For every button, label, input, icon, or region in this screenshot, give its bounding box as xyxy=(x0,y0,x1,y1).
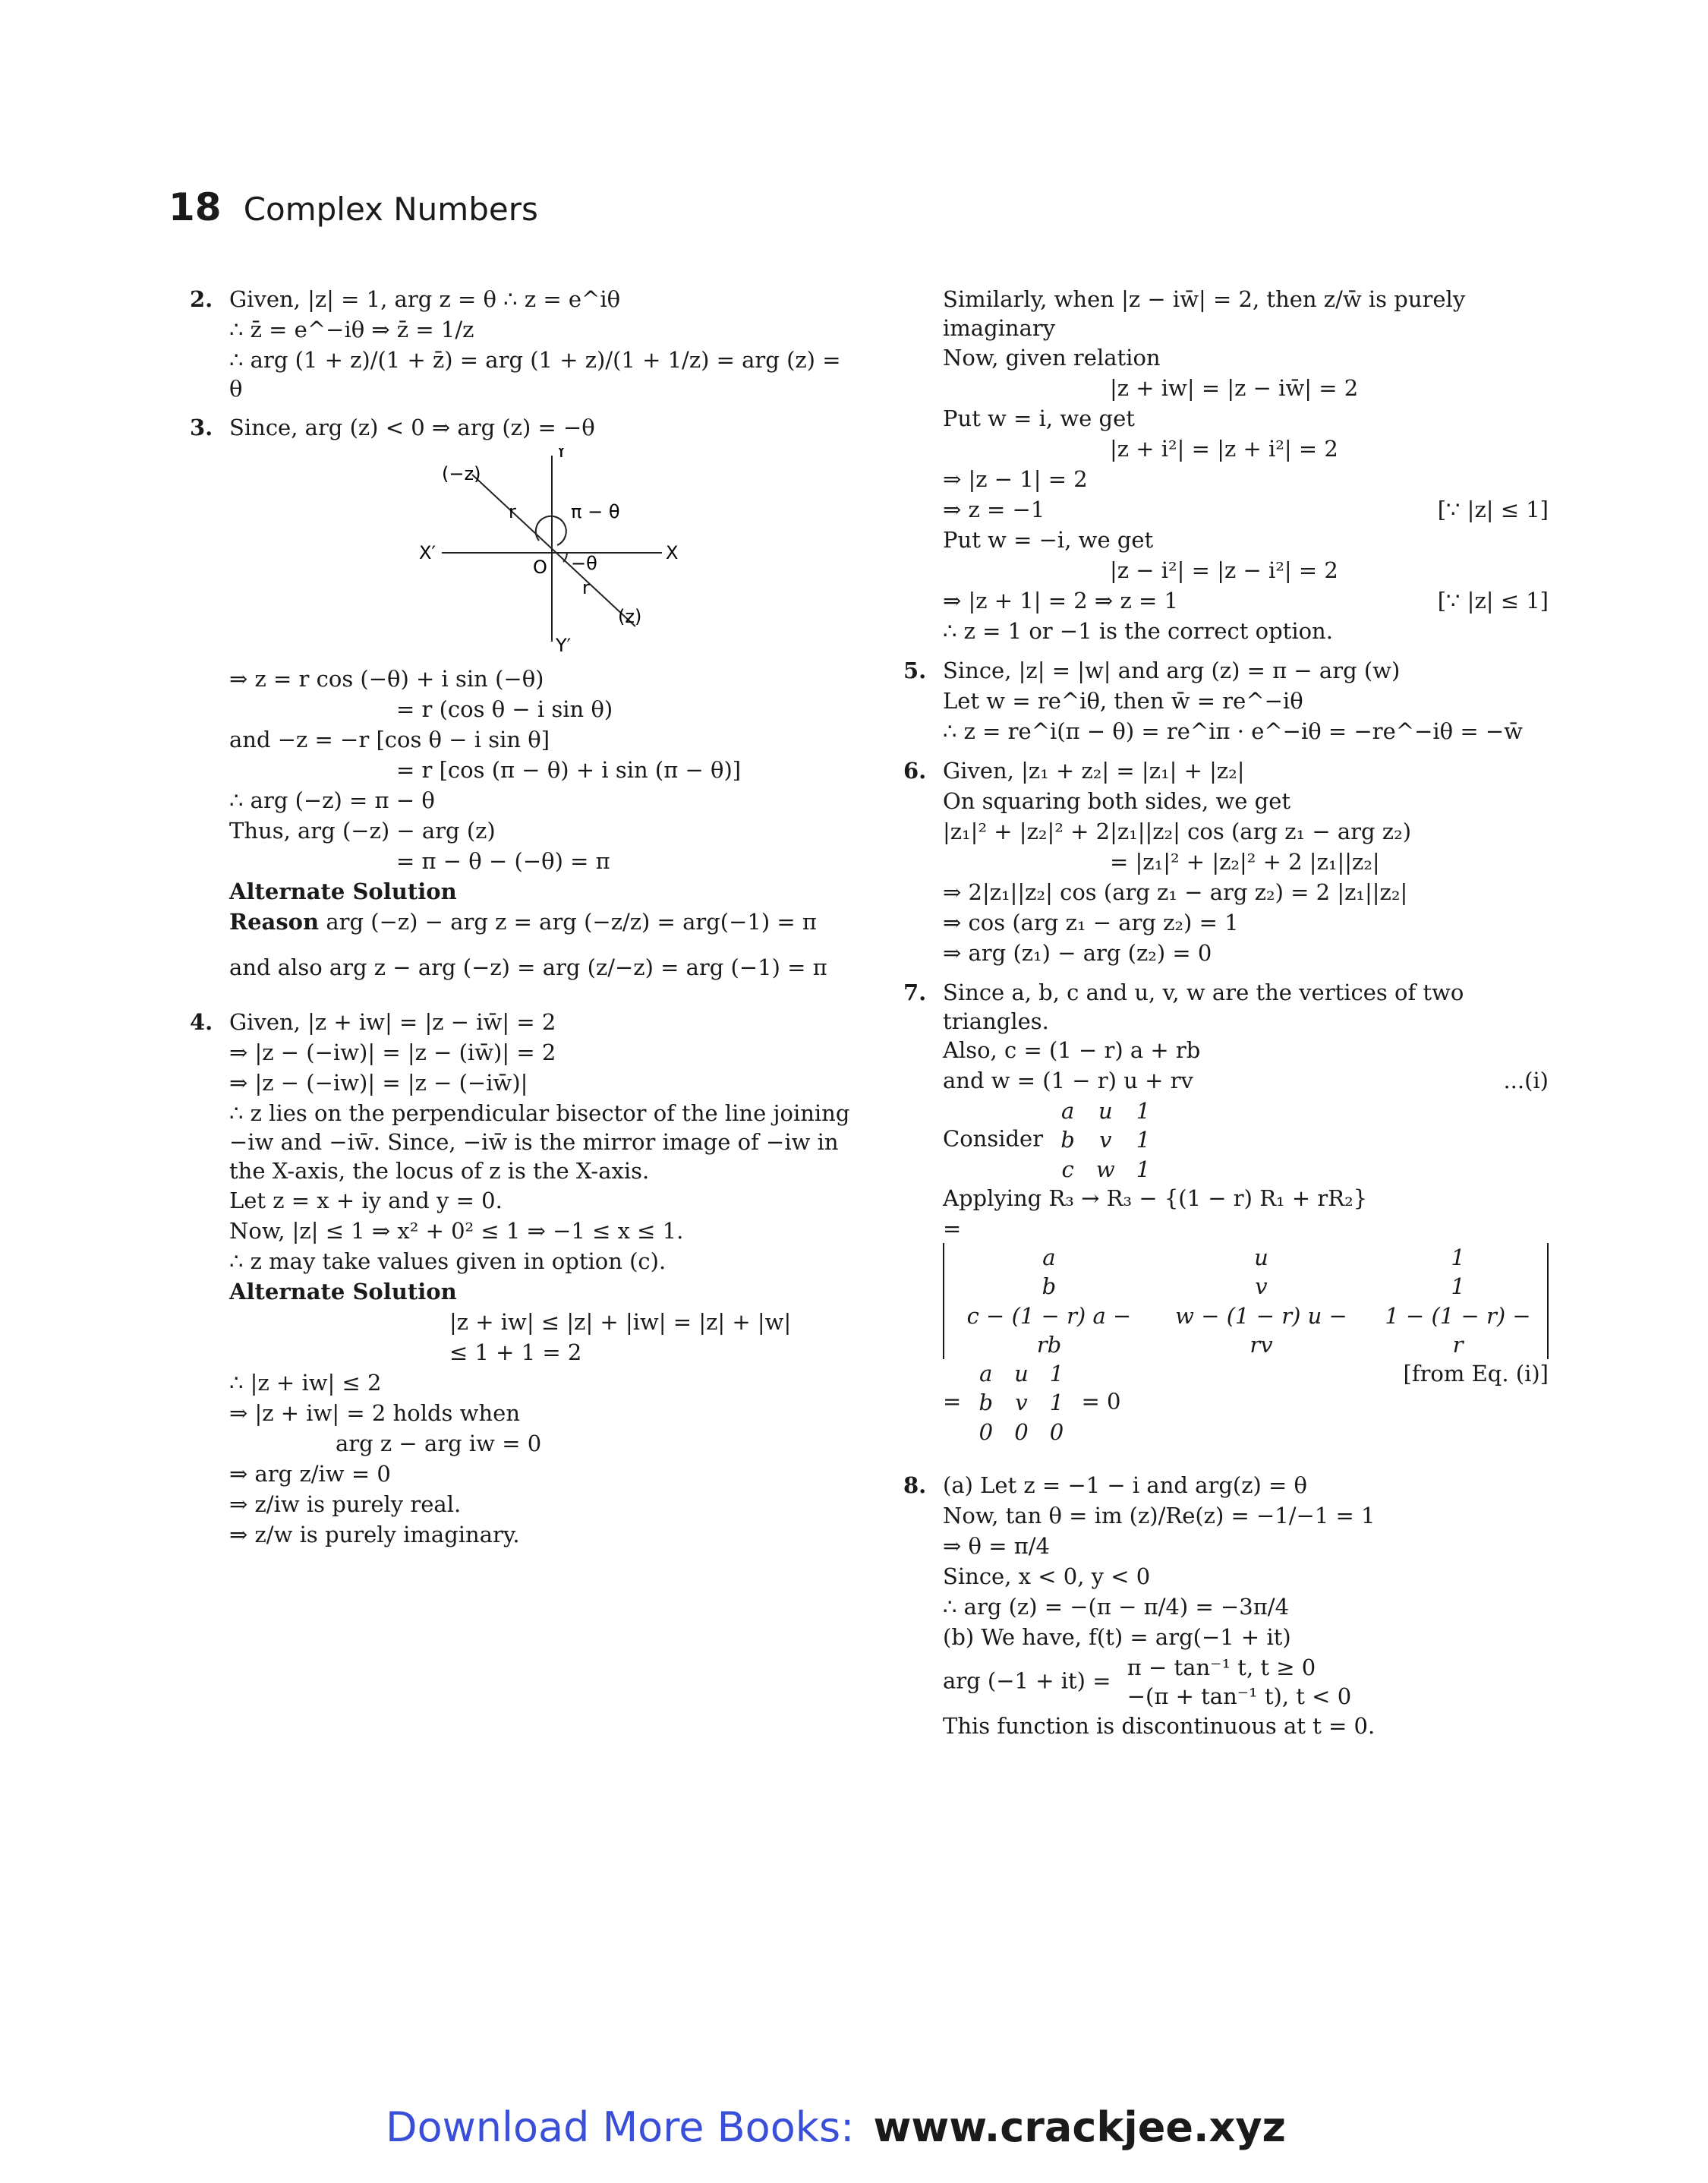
matrix-cell: a xyxy=(979,1361,993,1387)
matrix-cell: v xyxy=(1015,1390,1028,1416)
solution-line: |z₁|² + |z₂|² + 2|z₁||z₂| cos (arg z₁ − arg z₂) xyxy=(943,818,1412,844)
matrix-cell: a xyxy=(1060,1098,1075,1125)
label-y-prime: Y′ xyxy=(556,634,572,653)
solution-line: ⇒ z/iw is purely real. xyxy=(229,1491,462,1517)
angle-arc-small xyxy=(563,553,567,562)
solution-line: ∴ z may take values given in option (c). xyxy=(229,1248,666,1274)
angle-arc xyxy=(536,516,566,544)
solution-line: Thus, arg (−z) − arg (z) xyxy=(229,817,496,844)
solution-line: ⇒ 2|z₁||z₂| cos (arg z₁ − arg z₂) = 2 |z₁||z₂| xyxy=(943,879,1408,905)
solution-line: ⇒ z = −1 xyxy=(943,496,1045,522)
solution-line: On squaring both sides, we get xyxy=(943,787,1291,814)
solution-8 xyxy=(903,1471,1549,1742)
label-minus-theta: −θ xyxy=(571,552,597,574)
consider-label: Consider xyxy=(943,1125,1044,1152)
label-pi-minus-theta: π − θ xyxy=(571,500,620,522)
solution-line: Since a, b, c and u, v, w are the vertices of two triangles. xyxy=(943,979,1464,1034)
label-r-upper: r xyxy=(509,500,516,522)
solution-line: Given, |z₁ + z₂| = |z₁| + |z₂| xyxy=(943,757,1245,784)
question-number: 7. xyxy=(903,979,927,1005)
solution-line: |z − i²| = |z − i²| = 2 xyxy=(1110,557,1338,583)
label-x: X xyxy=(666,541,679,563)
matrix-cell: 0 xyxy=(1014,1418,1029,1445)
solution-3 xyxy=(190,413,858,983)
chapter-title: Complex Numbers xyxy=(243,191,538,228)
determinant-3 xyxy=(969,1359,1075,1446)
question-number: 5. xyxy=(903,657,927,683)
solution-line: Let z = x + iy and y = 0. xyxy=(229,1187,503,1213)
question-number: 8. xyxy=(903,1472,927,1498)
condition-note: [∵ |z| ≤ 1] xyxy=(1437,587,1549,614)
solution-paragraph: Similarly, when |z − iw̄| = 2, then z/w̄ is purely imaginary xyxy=(943,286,1466,342)
solution-line: ⇒ θ = π/4 xyxy=(943,1532,1050,1559)
solution-line: ⇒ z = r cos (−θ) + i sin (−θ) xyxy=(229,665,544,692)
label-minus-z: (−z) xyxy=(442,462,481,484)
equation-reference: [from Eq. (i)] xyxy=(1403,1361,1549,1387)
solution-line: Now, given relation xyxy=(943,344,1161,371)
matrix-cell: b xyxy=(978,1390,994,1416)
website-link[interactable]: www.crackjee.xyz xyxy=(873,2103,1286,2151)
solution-line: and also arg z − arg (−z) = arg (z/−z) = arg (−1) = π xyxy=(229,954,827,980)
solution-line: Given, |z + iw| = |z − iw̄| = 2 xyxy=(229,1008,556,1035)
solution-5 xyxy=(903,656,1549,747)
matrix-cell: 1 xyxy=(1451,1273,1465,1300)
matrix-cell: w xyxy=(1095,1156,1115,1182)
solution-line: Now, tan θ = im (z)/Re(z) = −1/−1 = 1 xyxy=(943,1502,1376,1528)
label-z: (z) xyxy=(618,605,642,627)
solution-line: = r (cos θ − i sin θ) xyxy=(396,696,613,722)
left-column xyxy=(190,285,858,1560)
solution-line: (b) We have, f(t) = arg(−1 + it) xyxy=(943,1623,1291,1650)
label-y: Y xyxy=(556,447,567,462)
matrix-cell: b xyxy=(1060,1127,1075,1153)
matrix-cell: 1 xyxy=(1451,1244,1465,1271)
solution-line: ⇒ |z + 1| = 2 ⇒ z = 1 xyxy=(943,587,1178,614)
solution-line: Put w = −i, we get xyxy=(943,526,1154,553)
determinant-2 xyxy=(943,1243,1549,1359)
solution-line: ∴ z̄ = e^−iθ ⇒ z̄ = 1/z xyxy=(229,317,474,342)
solution-line: ⇒ |z − (−iw)| = |z − (iw̄)| = 2 xyxy=(229,1039,556,1065)
matrix-cell: c xyxy=(1061,1156,1074,1182)
matrix-cell: u xyxy=(1098,1098,1113,1125)
solution-line: arg (−1 + it) = xyxy=(943,1667,1111,1694)
matrix-cell: u xyxy=(1254,1244,1268,1271)
solution-line: = π − θ − (−θ) = π xyxy=(396,847,610,874)
solution-line: and w = (1 − r) u + rv xyxy=(943,1068,1193,1094)
solution-line: Now, |z| ≤ 1 ⇒ x² + 0² ≤ 1 ⇒ −1 ≤ x ≤ 1. xyxy=(229,1217,684,1244)
right-column xyxy=(903,285,1549,1751)
solution-line: Since, |z| = |w| and arg (z) = π − arg (w) xyxy=(943,657,1401,683)
solution-line: (a) Let z = −1 − i and arg(z) = θ xyxy=(943,1472,1307,1498)
matrix-cell: 0 xyxy=(1049,1418,1064,1445)
solution-line: ∴ arg (1 + z)/(1 + z̄) = arg (1 + z)/(1 + 1/z) = arg (z) = θ xyxy=(229,347,841,402)
solution-4 xyxy=(190,1008,858,1550)
solution-line: ≤ 1 + 1 = 2 xyxy=(449,1339,582,1365)
label-origin: O xyxy=(533,556,547,578)
matrix-cell: 1 xyxy=(1136,1098,1151,1125)
solution-line: Also, c = (1 − r) a + rb xyxy=(943,1037,1201,1064)
solution-line: ⇒ |z + iw| = 2 holds when xyxy=(229,1399,520,1426)
solution-line: |z + iw| = |z − iw̄| = 2 xyxy=(1110,374,1359,401)
solution-line: |z + iw| ≤ |z| + |iw| = |z| + |w| xyxy=(449,1308,792,1335)
solution-line: ⇒ arg z/iw = 0 xyxy=(229,1460,391,1487)
solution-line: Applying R₃ → R₃ − {(1 − r) R₁ + rR₂} xyxy=(943,1185,1368,1211)
case-line: π − tan⁻¹ t, t ≥ 0 xyxy=(1127,1654,1316,1680)
alternate-solution-heading: Alternate Solution xyxy=(229,878,457,904)
equation-tag: ...(i) xyxy=(1503,1068,1549,1094)
matrix-cell: 1 xyxy=(1136,1127,1151,1153)
matrix-cell: v xyxy=(1255,1273,1268,1300)
matrix-cell: 0 xyxy=(978,1418,994,1445)
solution-line: Let w = re^iθ, then w̄ = re^−iθ xyxy=(943,687,1303,714)
solution-line: = 0 xyxy=(1081,1388,1121,1415)
solution-line: ⇒ cos (arg z₁ − arg z₂) = 1 xyxy=(943,909,1239,935)
download-label: Download More Books: xyxy=(386,2103,855,2151)
matrix-cell: a xyxy=(1042,1244,1056,1271)
solution-line: Put w = i, we get xyxy=(943,405,1135,431)
solution-line: ⇒ arg (z₁) − arg (z₂) = 0 xyxy=(943,939,1212,966)
solution-paragraph: ∴ z lies on the perpendicular bisector of the line joining −iw and −iw̄. Since, −iw̄ is the mirror image of −iw in the X-axis, the locus of z is the X-axis. xyxy=(229,1099,850,1185)
matrix-cell: c − (1 − r) a − rb xyxy=(966,1302,1132,1358)
solution-line: ∴ z = 1 or −1 is the correct option. xyxy=(943,617,1333,644)
label-r-lower: r xyxy=(582,576,590,598)
radius-line xyxy=(472,475,635,626)
solution-2 xyxy=(190,285,858,404)
solution-line: Since, arg (z) < 0 ⇒ arg (z) = −θ xyxy=(229,414,595,440)
condition-note: [∵ |z| ≤ 1] xyxy=(1437,496,1549,522)
solution-line: Since, x < 0, y < 0 xyxy=(943,1563,1151,1589)
label-x-prime: X′ xyxy=(419,541,436,563)
solution-line: = |z₁|² + |z₂|² + 2 |z₁||z₂| xyxy=(1110,848,1380,875)
piecewise-cases xyxy=(1123,1653,1356,1711)
question-number: 3. xyxy=(190,414,213,440)
argand-diagram xyxy=(419,448,692,653)
case-line: −(π + tan⁻¹ t), t < 0 xyxy=(1127,1683,1352,1710)
alternate-solution-heading: Alternate Solution xyxy=(229,1278,457,1304)
solution-line: = r [cos (π − θ) + i sin (π − θ)] xyxy=(396,756,742,783)
solution-line: This function is discontinuous at t = 0. xyxy=(943,1712,1376,1739)
page-number: 18 xyxy=(169,185,222,229)
matrix-cell: b xyxy=(1042,1273,1057,1300)
solution-line: ⇒ |z − 1| = 2 xyxy=(943,465,1088,492)
matrix-cell: u xyxy=(1014,1361,1029,1387)
solution-line: ∴ z = re^i(π − θ) = re^iπ · e^−iθ = −re^−iθ = −w̄ xyxy=(943,718,1523,744)
solution-6 xyxy=(903,756,1549,969)
solution-line: ⇒ |z − (−iw)| = |z − (−iw̄)| xyxy=(229,1069,528,1096)
solution-line: ∴ |z + iw| ≤ 2 xyxy=(229,1369,382,1396)
matrix-cell: 1 − (1 − r) − r xyxy=(1385,1302,1531,1358)
solution-line: and −z = −r [cos θ − i sin θ] xyxy=(229,726,550,752)
solution-line: arg z − arg iw = 0 xyxy=(336,1430,542,1456)
solution-line: ∴ arg (−z) = π − θ xyxy=(229,787,435,813)
matrix-cell: 1 xyxy=(1136,1156,1151,1182)
matrix-cell: v xyxy=(1099,1127,1112,1153)
solution-line: ∴ arg (z) = −(π − π/4) = −3π/4 xyxy=(943,1593,1290,1620)
matrix-cell: 1 xyxy=(1049,1361,1064,1387)
solution-4-continued xyxy=(903,285,1549,647)
question-number: 6. xyxy=(903,757,927,784)
determinant-1 xyxy=(1050,1096,1161,1184)
page-header xyxy=(169,185,538,229)
download-banner xyxy=(386,2103,1286,2151)
solution-line: arg (−z) − arg z = arg (−z/z) = arg(−1) = π xyxy=(326,908,817,935)
matrix-cell: 1 xyxy=(1049,1390,1064,1416)
solution-line: ⇒ z/w is purely imaginary. xyxy=(229,1521,520,1547)
reason-label: Reason xyxy=(229,908,320,935)
question-number: 2. xyxy=(190,286,213,312)
solution-7: 7. Since a, b, c and u, v, w are the vertices of two triangles. Also, c = (1 − r) a + rb and w = (1 − r) u + rv ...(i) Consider a u 1 b v 1 c w 1 Applying R₃ → R₃ − {(1 − r) R₁ + rR₂} = a u 1 b v 1 c − (1 − r) a − rb w − (1 − r) u − rv 1 − (1 − r) − r = a u 1 b v 1 0 0 0 = 0 [from Eq. (i)] xyxy=(903,978,1549,1446)
solution-line: |z + i²| = |z + i²| = 2 xyxy=(1110,435,1338,462)
solution-line: Given, |z| = 1, arg z = θ ∴ z = e^iθ xyxy=(229,286,621,312)
matrix-cell: w − (1 − r) u − rv xyxy=(1175,1302,1347,1358)
question-number: 4. xyxy=(190,1008,213,1035)
